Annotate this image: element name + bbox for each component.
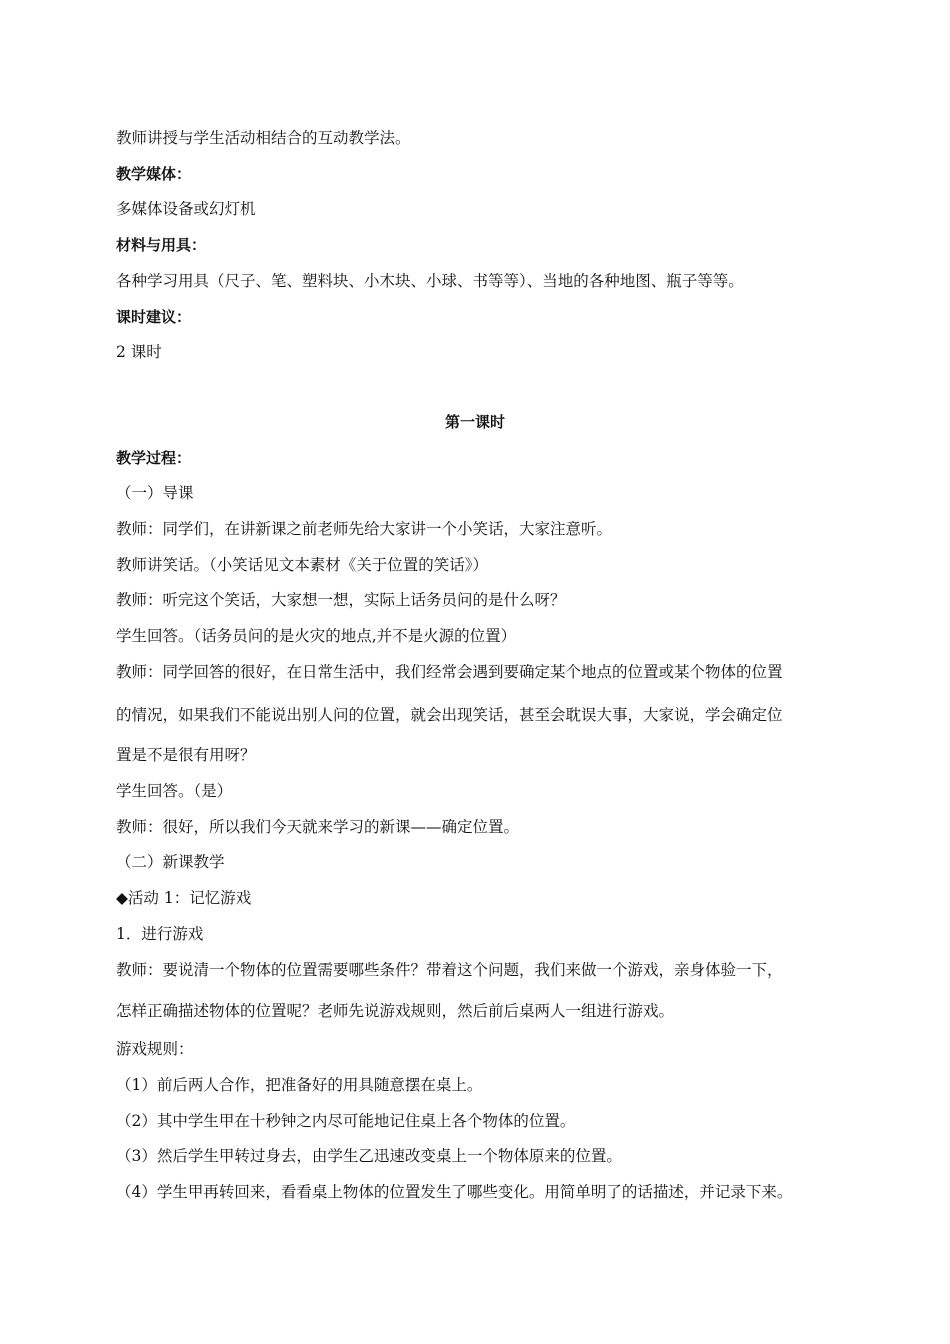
paragraph: 学生回答。（是）: [116, 782, 233, 800]
step-heading: 1．进行游戏: [116, 925, 204, 943]
teaching-method-text: 教师讲授与学生活动相结合的互动教学法。: [116, 129, 411, 147]
paragraph-line: 教师：同学回答的很好，在日常生活中，我们经常会遇到要确定某个地点的位置或某个物体的位置: [116, 663, 783, 681]
paragraph: 教师：同学们，在讲新课之前老师先给大家讲一个小笑话，大家注意听。: [116, 520, 613, 538]
rule-item: （4）学生甲再转回来，看看桌上物体的位置发生了哪些变化。用简单明了的话描述，并记录下来。: [116, 1183, 793, 1201]
media-heading: 教学媒体：: [116, 165, 192, 183]
paragraph: 教师：听完这个笑话，大家想一想，实际上话务员问的是什么呀？: [116, 591, 566, 609]
paragraph: 教师讲笑话。（小笑话见文本素材《关于位置的笑话》）: [116, 556, 489, 574]
materials-heading: 材料与用具：: [116, 236, 207, 254]
hours-heading: 课时建议：: [116, 308, 192, 326]
rules-heading: 游戏规则：: [116, 1040, 194, 1058]
paragraph-line: 怎样正确描述物体的位置呢？老师先说游戏规则，然后前后桌两人一组进行游戏。: [116, 1002, 675, 1020]
section-intro: （一）导课: [116, 484, 194, 502]
activity-heading: ◆活动 1：记忆游戏: [116, 889, 252, 907]
paragraph-line: 置是不是很有用呀？: [116, 746, 256, 764]
process-heading: 教学过程：: [116, 449, 192, 467]
rule-item: （2）其中学生甲在十秒钟之内尽可能地记住桌上各个物体的位置。: [116, 1112, 576, 1130]
paragraph-line: 的情况，如果我们不能说出别人问的位置，就会出现笑话，甚至会耽误大事，大家说，学会确定位: [116, 706, 783, 724]
materials-text: 各种学习用具（尺子、笔、塑料块、小木块、小球、书等等）、当地的各种地图、瓶子等等。: [116, 272, 744, 290]
lesson-title: 第一课时: [444, 413, 505, 431]
hours-text: 2 课时: [116, 343, 162, 361]
section-new-lesson: （二）新课教学: [116, 853, 225, 871]
media-text: 多媒体设备或幻灯机: [116, 200, 256, 218]
paragraph: 学生回答。（话务员问的是火灾的地点,并不是火源的位置）: [116, 627, 517, 645]
rule-item: （3）然后学生甲转过身去，由学生乙迅速改变桌上一个物体原来的位置。: [116, 1147, 622, 1165]
paragraph-line: 教师：要说清一个物体的位置需要哪些条件？带着这个问题，我们来做一个游戏，亲身体验一下，: [116, 961, 783, 979]
rule-item: （1）前后两人合作，把准备好的用具随意摆在桌上。: [116, 1076, 483, 1094]
paragraph: 教师：很好，所以我们今天就来学习的新课——确定位置。: [116, 818, 520, 836]
